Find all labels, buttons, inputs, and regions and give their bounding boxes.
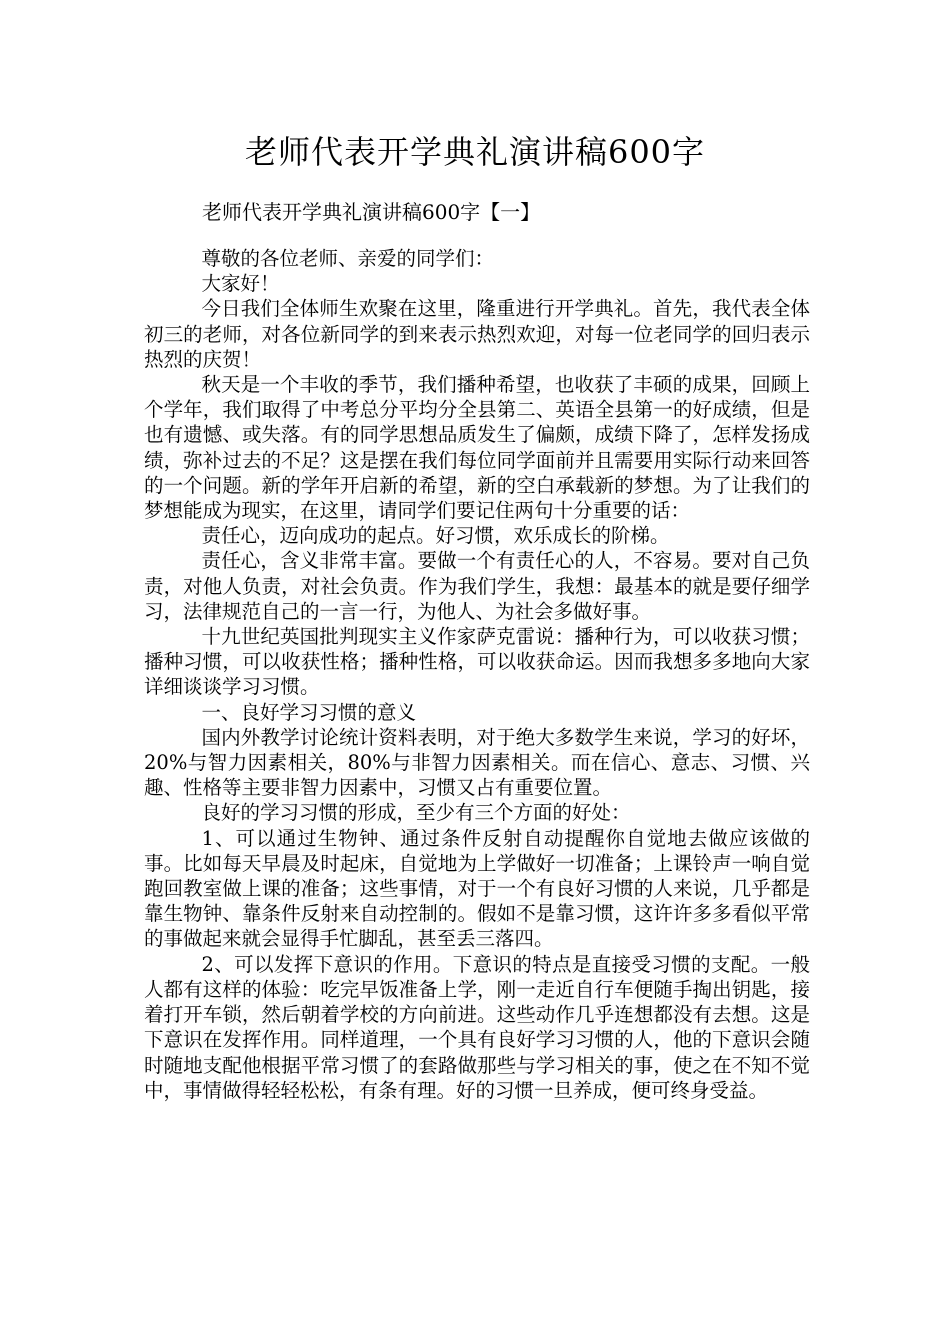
paragraph: 责任心，含义非常丰富。要做一个有责任心的人，不容易。要对自己负责，对他人负责，对社会负责。作为我们学生，我想：最基本的就是要仔细学习，法律规范自己的一言一行，为他人、为社会多做好事。 (144, 549, 810, 623)
paragraph-greeting: 大家好！ (201, 272, 280, 296)
document-title: 老师代表开学典礼演讲稿600字 (244, 133, 706, 171)
paragraph: 良好的学习习惯的形成，至少有三个方面的好处： (201, 801, 631, 825)
document-body (144, 246, 810, 1103)
paragraph: 今日我们全体师生欢聚在这里，隆重进行开学典礼。首先，我代表全体初三的老师，对各位新同学的到来表示热烈欢迎，对每一位老同学的回归表示热烈的庆贺！ (144, 297, 810, 371)
paragraph: 十九世纪英国批判现实主义作家萨克雷说：播种行为，可以收获习惯；播种习惯，可以收获性格；播种性格，可以收获命运。因而我想多多地向大家详细谈谈学习习惯。 (144, 625, 810, 699)
list-item: 2、可以发挥下意识的作用。下意识的特点是直接受习惯的支配。一般人都有这样的体验：吃完早饭准备上学，刚一走近自行车便随手掏出钥匙，接着打开车锁，然后朝着学校的方向前进。这些动作几乎连想都没有去想。这是下意识在发挥作用。同样道理，一个具有良好学习习惯的人，他的下意识会随时随地支配他根据平常习惯了的套路做那些与学习相关的事，使之在不知不觉中，事情做得轻轻松松，有条有理。好的习惯一旦养成，便可终身受益。 (144, 952, 810, 1102)
paragraph-salutation: 尊敬的各位老师、亲爱的同学们： (201, 247, 495, 270)
document-subtitle: 老师代表开学典礼演讲稿600字【一】 (202, 200, 541, 224)
paragraph: 责任心，迈向成功的起点。好习惯，欢乐成长的阶梯。 (201, 524, 670, 548)
list-item: 1、可以通过生物钟、通过条件反射自动提醒你自觉地去做应该做的事。比如每天早晨及时起床，自觉地为上学做好一切准备；上课铃声一响自觉跑回教室做上课的准备；这些事情，对于一个有良好习惯的人来说，几乎都是靠生物钟、靠条件反射来自动控制的。假如不是靠习惯，这许许多多看似平常的事做起来就会显得手忙脚乱，甚至丢三落四。 (144, 826, 810, 951)
section-heading: 一、良好学习习惯的意义 (201, 700, 417, 724)
paragraph: 秋天是一个丰收的季节，我们播种希望，也收获了丰硕的成果，回顾上个学年，我们取得了中考总分平均分全县第二、英语全县第一的好成绩，但是也有遗憾、或失落。有的同学思想品质发生了偏颇，成绩下降了，怎样发扬成绩，弥补过去的不足？这是摆在我们每位同学面前并且需要用实际行动来回答的一个问题。新的学年开启新的希望，新的空白承载新的梦想。为了让我们的梦想能成为现实，在这里，请同学们要记住两句十分重要的话： (144, 373, 810, 523)
paragraph: 国内外教学讨论统计资料表明，对于绝大多数学生来说，学习的好坏，20%与智力因素相关，80%与非智力因素相关。而在信心、意志、习惯、兴趣、性格等主要非智力因素中，习惯又占有重要位置。 (144, 725, 810, 800)
